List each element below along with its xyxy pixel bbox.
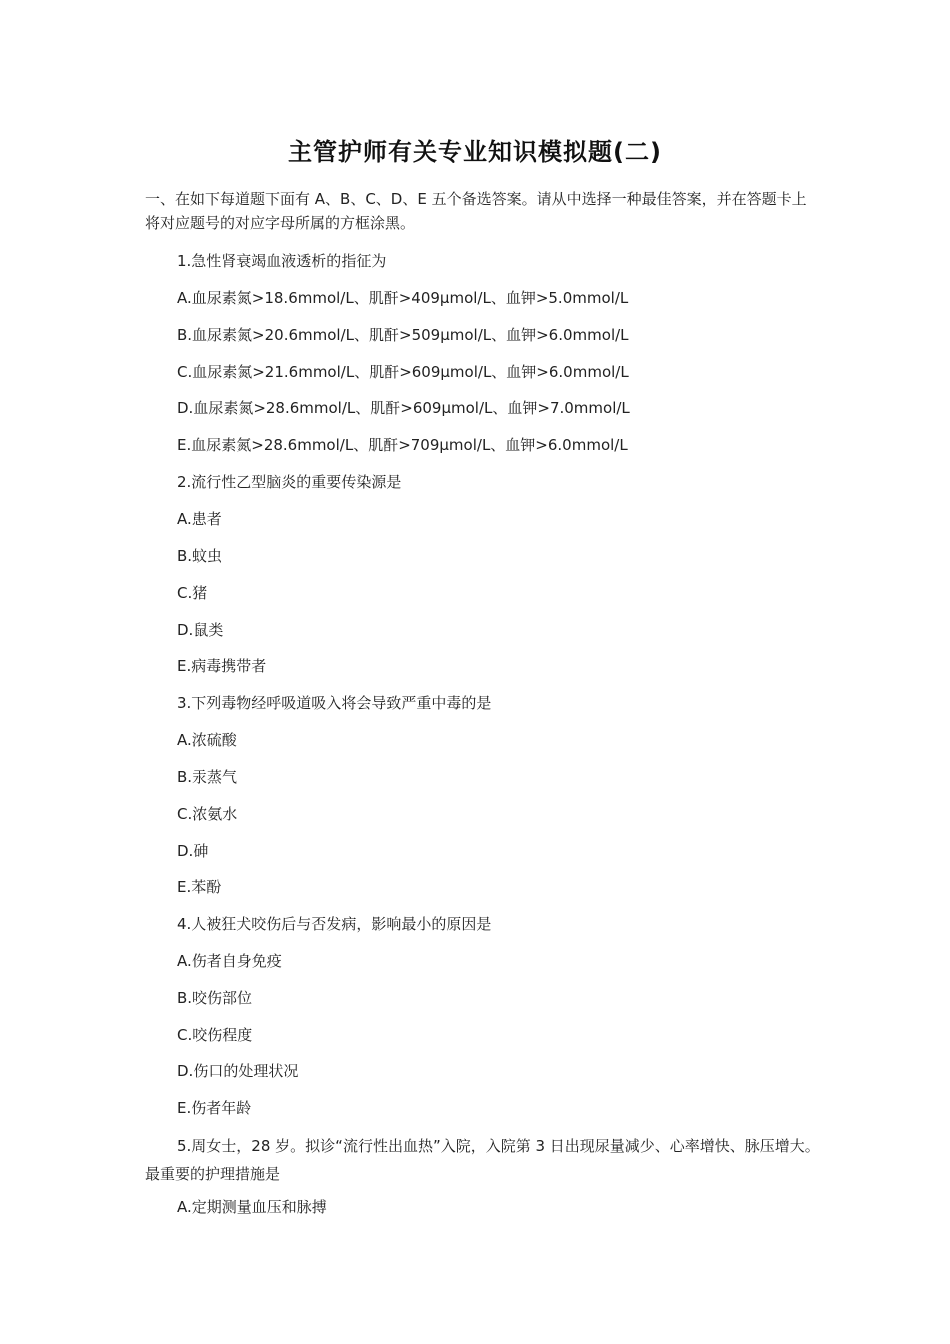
- answer-option: C.血尿素氮>21.6mmol/L、肌酐>609μmol/L、血钾>6.0mmol/L: [177, 363, 629, 381]
- answer-option: A.浓硫酸: [177, 731, 237, 749]
- page-title: 主管护师有关专业知识模拟题(二): [288, 138, 662, 166]
- answer-option: E.病毒携带者: [177, 657, 267, 675]
- answer-option: C.猪: [177, 584, 208, 602]
- answer-option: D.砷: [177, 842, 209, 860]
- answer-option: D.伤口的处理状况: [177, 1062, 299, 1080]
- answer-option: E.苯酚: [177, 878, 222, 896]
- section-instructions: 一、在如下每道题下面有 A、B、C、D、E 五个备选答案。请从中选择一种最佳答案，并在答题卡上将对应题号的对应字母所属的方框涂黑。: [145, 190, 807, 232]
- answer-option: A.伤者自身免疫: [177, 952, 282, 970]
- answer-option: B.咬伤部位: [177, 989, 253, 1007]
- question-stem: 3.下列毒物经呼吸道吸入将会导致严重中毒的是: [177, 694, 492, 712]
- answer-option: A.患者: [177, 510, 222, 528]
- answer-option: C.咬伤程度: [177, 1026, 253, 1044]
- question-stem: 2.流行性乙型脑炎的重要传染源是: [177, 473, 402, 491]
- answer-option: B.血尿素氮>20.6mmol/L、肌酐>509μmol/L、血钾>6.0mmol/L: [177, 326, 629, 344]
- answer-option: B.汞蒸气: [177, 768, 238, 786]
- answer-option: D.鼠类: [177, 621, 224, 639]
- answer-option: B.蚊虫: [177, 547, 223, 565]
- question-stem: 1.急性肾衰竭血液透析的指征为: [177, 252, 387, 270]
- question-stem: 5.周女士，28 岁。拟诊“流行性出血热”入院，入院第 3 日出现尿量减少、心率增快、脉压增大。最重要的护理措施是: [145, 1137, 820, 1183]
- answer-option: D.血尿素氮>28.6mmol/L、肌酐>609μmol/L、血钾>7.0mmol/L: [177, 399, 630, 417]
- question-stem: 4.人被狂犬咬伤后与否发病，影响最小的原因是: [177, 915, 492, 933]
- answer-option: C.浓氨水: [177, 805, 238, 823]
- answer-option: A.血尿素氮>18.6mmol/L、肌酐>409μmol/L、血钾>5.0mmol/L: [177, 289, 629, 307]
- answer-option: A.定期测量血压和脉搏: [177, 1198, 327, 1216]
- answer-option: E.血尿素氮>28.6mmol/L、肌酐>709μmol/L、血钾>6.0mmol/L: [177, 436, 628, 454]
- answer-option: E.伤者年龄: [177, 1099, 252, 1117]
